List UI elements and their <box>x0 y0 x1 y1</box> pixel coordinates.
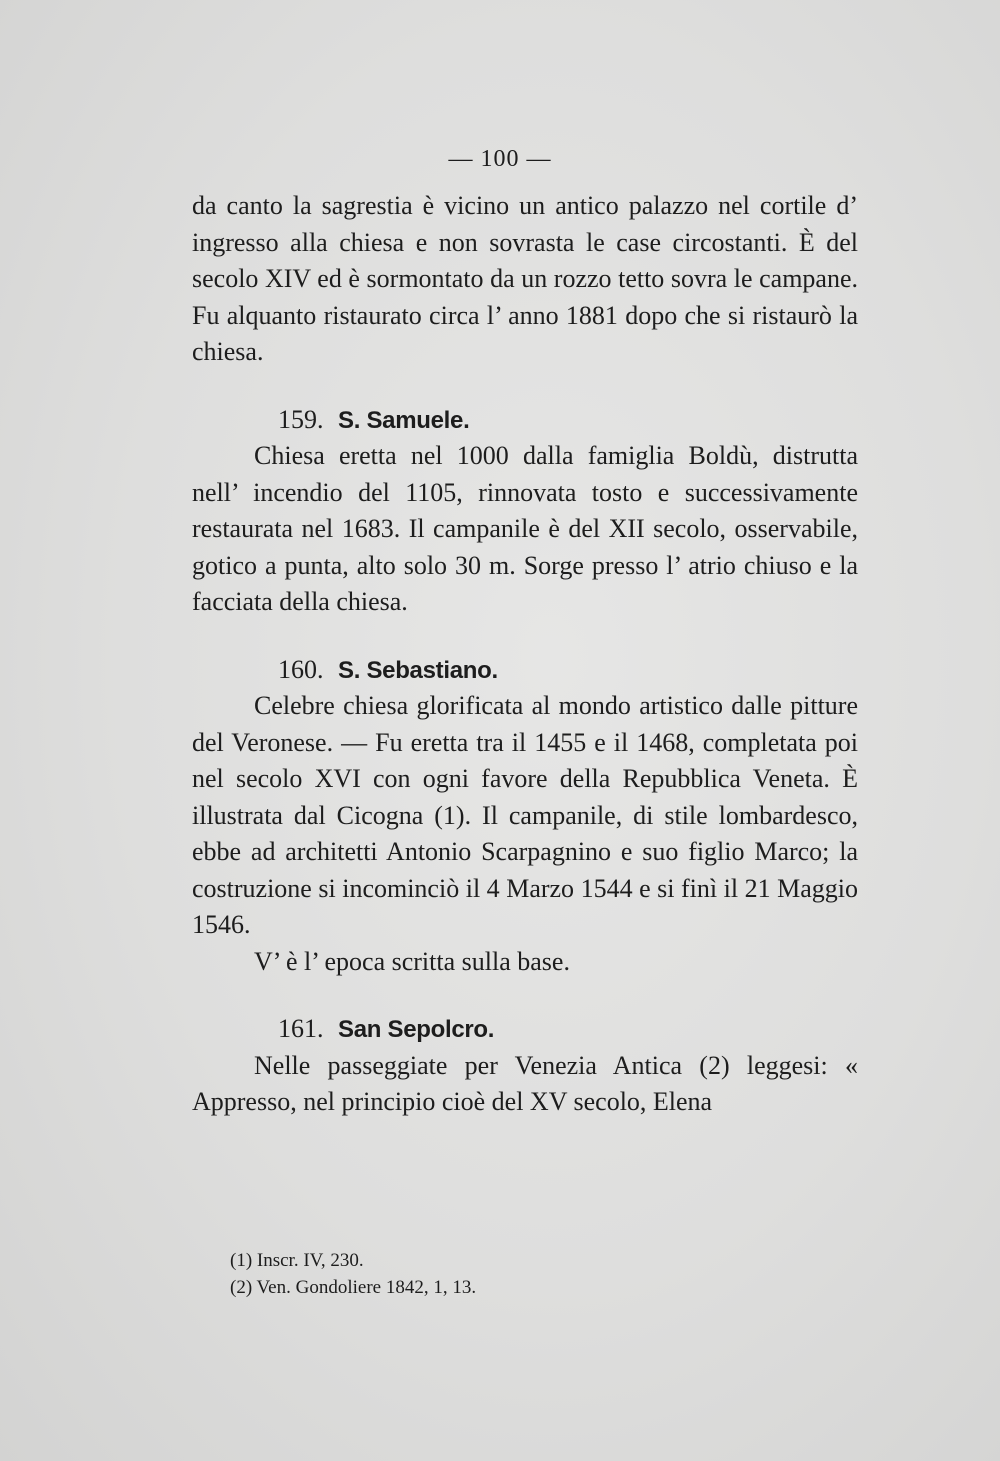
section-title: San Sepolcro. <box>338 1016 495 1043</box>
paragraph-continued: da canto la sagrestia è vicino un antico palazzo nel cortile d’ ingresso alla chiesa e non sovrasta le case circostanti. È del secolo XIV ed è sormontato da un rozzo tetto sovra le campane. Fu alquanto ristaurato circa l’ anno 1881 dopo che si ristaurò la chiesa. <box>192 191 858 366</box>
section-title: S. Samuele. <box>338 406 470 434</box>
paragraph: Nelle passeggiate per Venezia Antica (2) leggesi: « Appresso, nel principio cioè del XV secolo, Elena <box>192 1050 858 1116</box>
section-title: S. Sebastiano. <box>338 656 498 684</box>
main-text <box>192 188 858 1121</box>
paragraph: Chiesa eretta nel 1000 dalla famiglia Boldù, distrutta nell’ incendio del 1105, rinnovata tosto e successivamente restaurata nel 1683. Il campanile è del XII secolo, osservabile, gotico a punta, alto solo 30 m. Sorge presso l’ atrio chiuso e la facciata della chiesa. <box>192 441 858 616</box>
section-number: 159. <box>278 404 324 434</box>
section-heading-159 <box>192 402 858 439</box>
section-number: 160. <box>278 654 324 684</box>
paragraph: V’ è l’ epoca scritta sulla base. <box>254 946 570 976</box>
page-number: — 100 — <box>448 146 552 172</box>
paragraph: Celebre chiesa glorificata al mondo artistico dalle pitture del Veronese. — Fu eretta tra il 1455 e il 1468, completata poi nel secolo XVI con ogni favore della Repubblica Veneta. È illustrata dal Cicogna (1). Il campanile, di stile lombardesco, ebbe ad architetti Antonio Scarpagnino e suo figlio Marco; la costruzione si incominciò il 4 Marzo 1544 e si finì il 21 Maggio 1546. <box>192 691 858 939</box>
footnote: (2) Ven. Gondoliere 1842, 1, 13. <box>230 1277 477 1298</box>
footnotes <box>230 1247 476 1301</box>
section-heading-160 <box>192 652 858 689</box>
section-heading-161 <box>192 1011 858 1048</box>
section-number: 161. <box>278 1014 324 1043</box>
footnote: (1) Inscr. IV, 230. <box>230 1250 364 1271</box>
